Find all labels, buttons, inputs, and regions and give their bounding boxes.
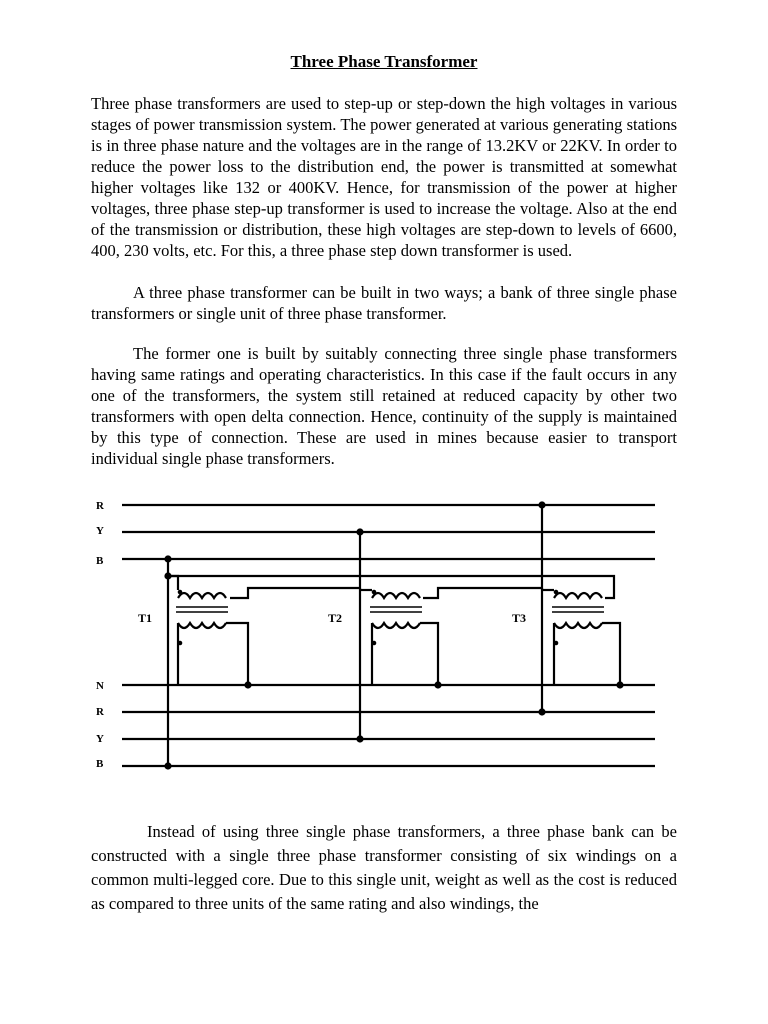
transformer-label-t1: T1: [138, 611, 153, 625]
paragraph-intro: Three phase transformers are used to step-up or step-down the high voltages in various stages of power transmission system. The power generated at various generating stations is in three phase nature and the voltages are in the range of 13.2KV or 22KV. In order to reduce the power loss to the distribution end, the power is transmitted at somewhat higher voltages like 132 or 400KV. Hence, for transmission of the power at higher voltages, three phase step-up transformer is used to increase the voltage. Also at the end of the transmission or distribution, these high voltages are step-down to levels of 6600, 400, 230 volts, etc. For this, a three phase step down transformer is used.: [91, 94, 677, 260]
primary-label-b: B: [96, 555, 104, 567]
page-title: Three Phase Transformer: [290, 52, 478, 71]
transformer-bank-diagram: [0, 490, 768, 790]
secondary-label-r: R: [96, 706, 104, 718]
secondary-bus-lines: [122, 685, 655, 766]
primary-delta-wiring: [166, 503, 615, 767]
transformer-label-t2: T2: [328, 611, 343, 625]
secondary-label-y: Y: [96, 733, 104, 745]
transformer-t1: [138, 590, 251, 688]
paragraph-single-unit: Instead of using three single phase transformers, a three phase bank can be constructed with a single three phase transformer consisting of six windings on a common multi-legged core. Due to this single unit, weight as well as the cost is reduced as compared to three units of the same rating and also windings, the: [91, 822, 677, 913]
transformer-t3: [512, 590, 623, 688]
secondary-label-b: B: [96, 758, 104, 770]
paragraph-bank-of-three: The former one is built by suitably connecting three single phase transformers having same ratings and operating characteristics. In this case if the fault occurs in any one of the transformers, the system still retained at reduced capacity by other two transformers with open delta connection. Hence, continuity of the supply is maintained by this type of connection. These are used in mines because easier to transport individual single phase transformers.: [91, 344, 677, 468]
transformer-label-t3: T3: [512, 611, 527, 625]
secondary-label-n: N: [96, 680, 104, 692]
paragraph-two-ways: A three phase transformer can be built in two ways; a bank of three single phase transformers or single unit of three phase transformer.: [91, 283, 677, 323]
primary-label-y: Y: [96, 525, 104, 537]
transformer-t2: [328, 590, 441, 688]
primary-label-r: R: [96, 500, 104, 512]
primary-bus-lines: [122, 505, 655, 559]
